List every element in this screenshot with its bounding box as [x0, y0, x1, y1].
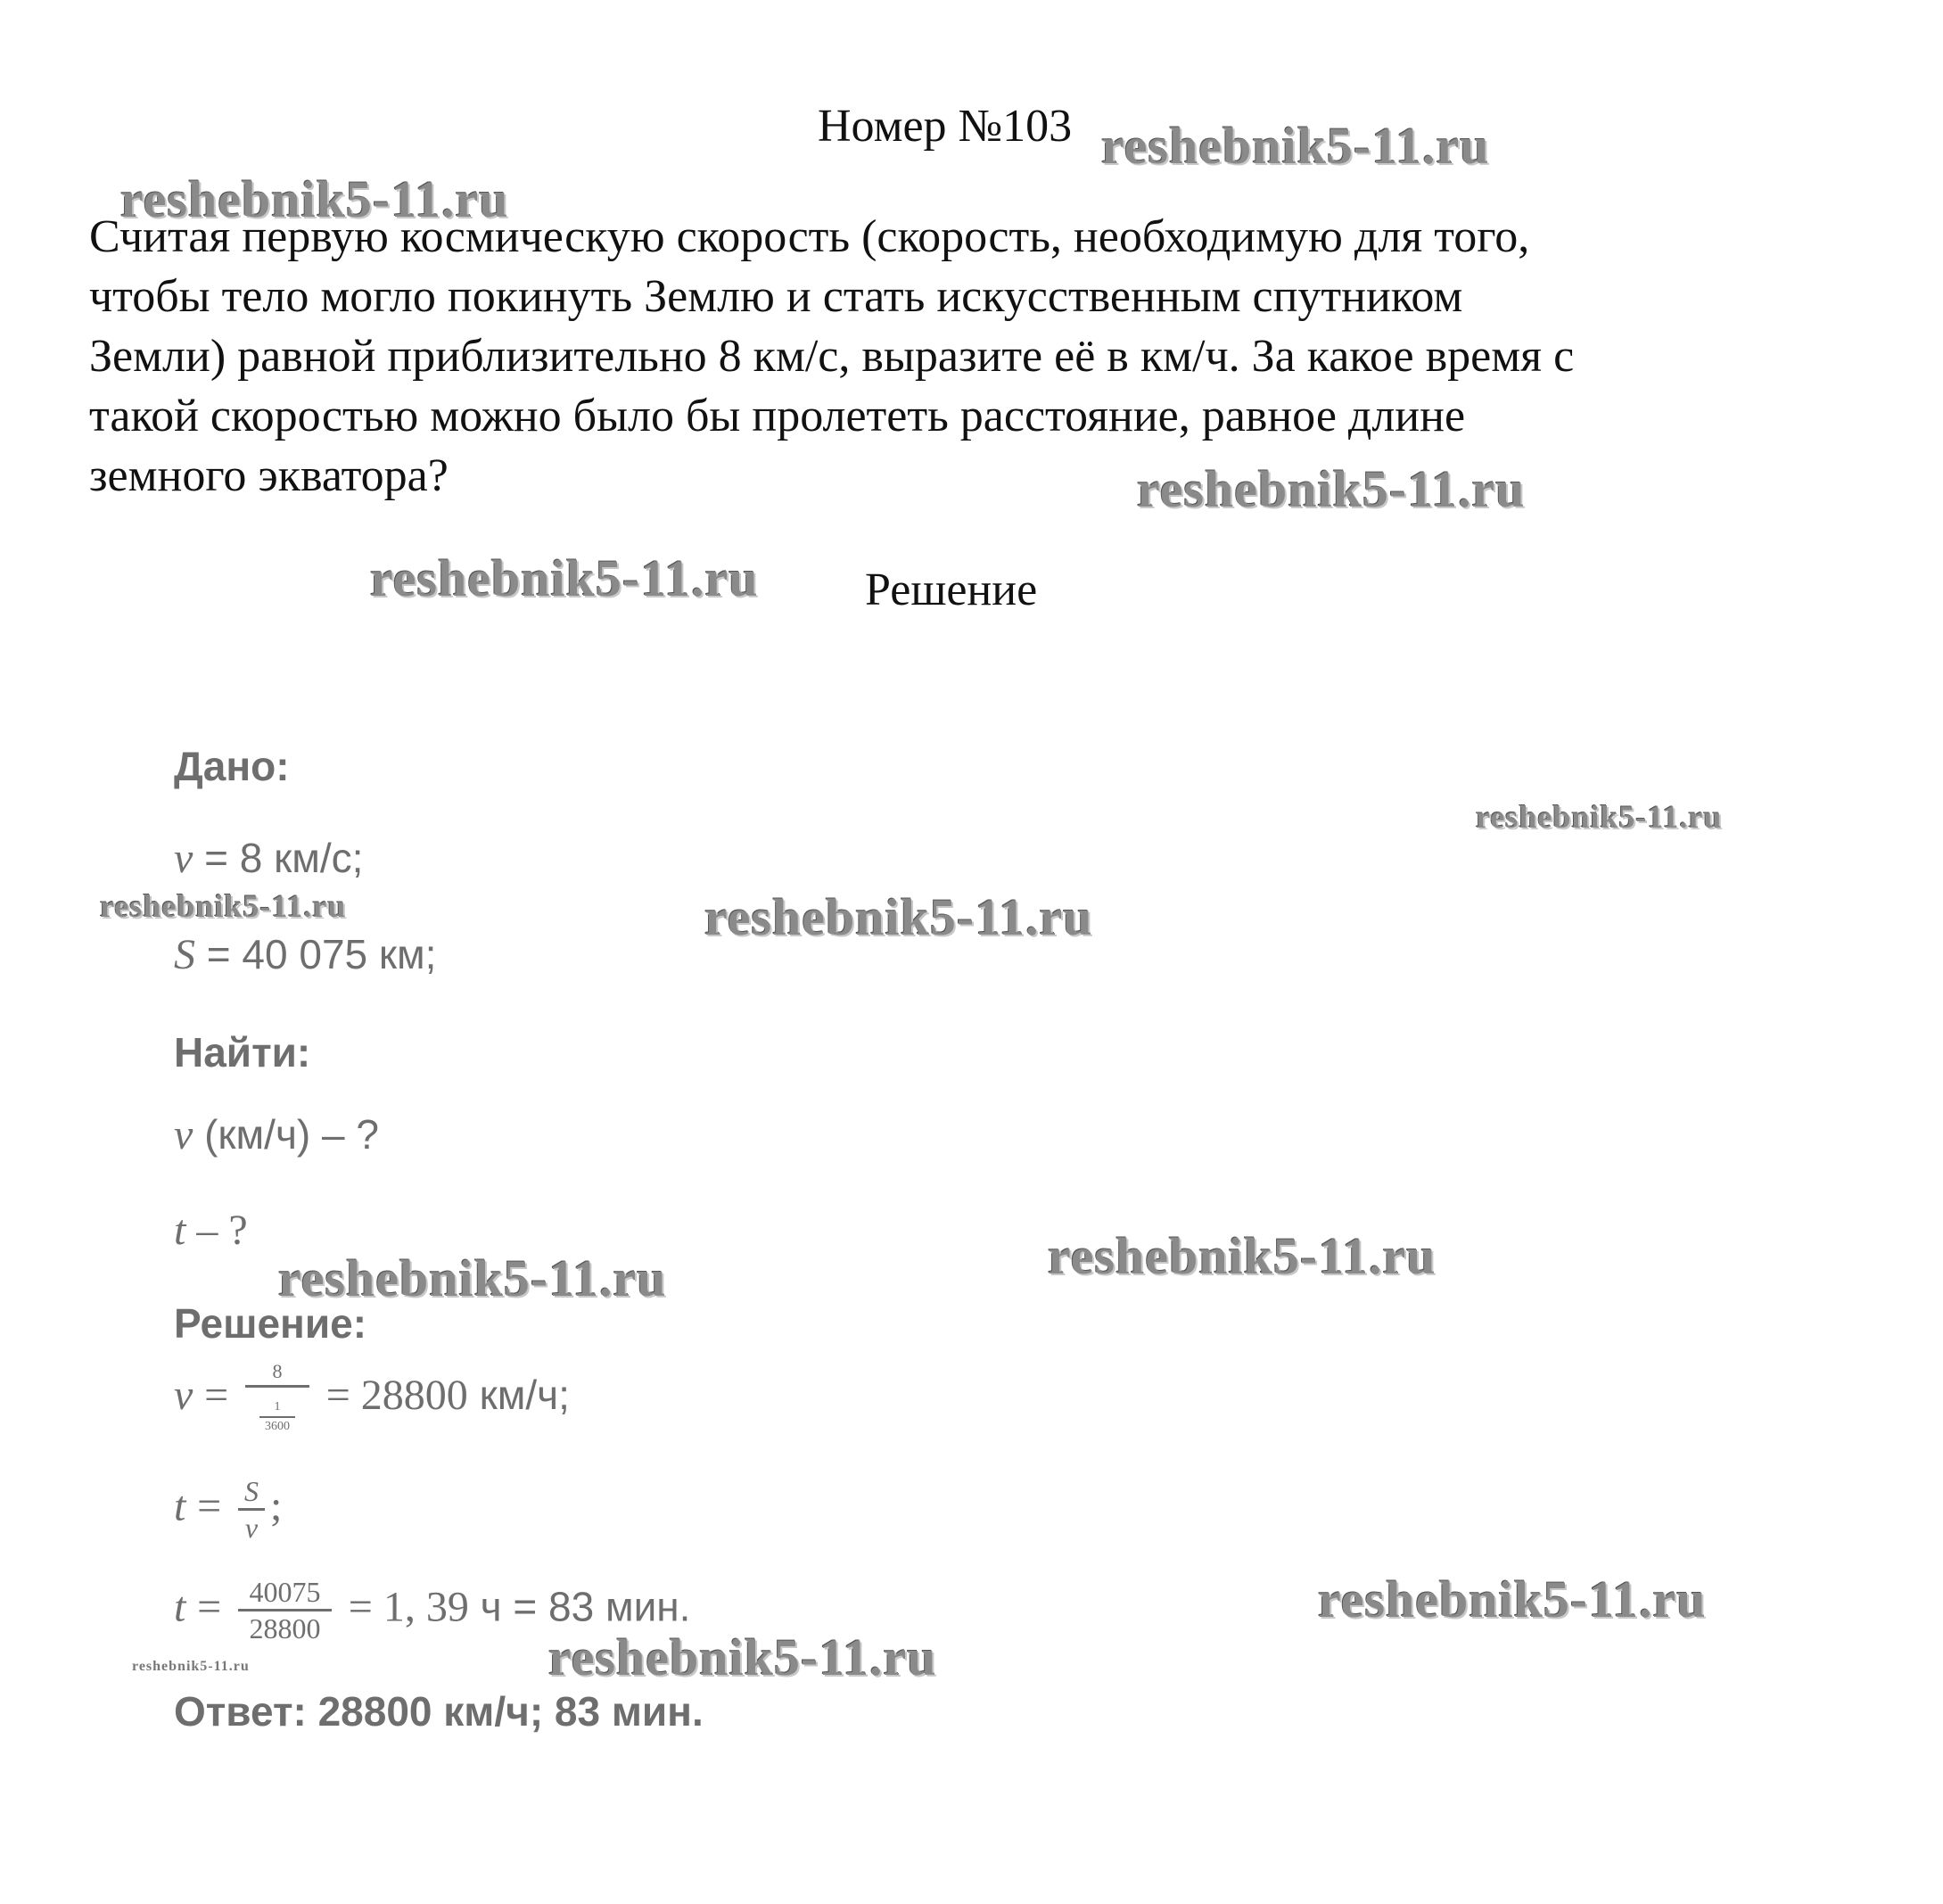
eq1-numerator: 8 [272, 1360, 283, 1382]
eq3-numerator: 40075 [249, 1576, 321, 1608]
find-time-text: – ? [185, 1207, 248, 1254]
watermark: reshebnik5-11.ru [1101, 117, 1490, 175]
velocity-symbol: v [174, 835, 193, 882]
solution-label: Решение: [174, 1300, 367, 1347]
given-velocity [174, 834, 363, 883]
watermark: reshebnik5-11.ru [132, 1659, 250, 1674]
equation-velocity [174, 1360, 570, 1437]
watermark: reshebnik5-11.ru [548, 1628, 937, 1686]
eq3-var: t [174, 1583, 186, 1631]
eq1-den-numerator: 1 [274, 1400, 281, 1414]
watermark: reshebnik5-11.ru [370, 549, 759, 607]
watermark: reshebnik5-11.ru [120, 170, 509, 228]
eq1-equals: = [204, 1372, 229, 1420]
problem-line: такой скоростью можно было бы пролететь расстояние, равное длине [89, 391, 1466, 441]
find-time [174, 1206, 248, 1255]
eq3-result: = 1, 39 [348, 1583, 469, 1631]
eq2-fraction [238, 1476, 265, 1543]
watermark: reshebnik5-11.ru [1137, 460, 1526, 518]
watermark: reshebnik5-11.ru [1048, 1227, 1437, 1285]
eq1-fraction [245, 1360, 309, 1437]
eq1-unit: км/ч; [467, 1372, 570, 1419]
given-label: Дано: [174, 743, 290, 789]
eq3-unit: ч = 83 мин. [468, 1583, 691, 1630]
watermark: reshebnik5-11.ru [1476, 799, 1723, 835]
eq2-denominator: v [244, 1512, 259, 1544]
solution-heading: Решение [865, 565, 1038, 615]
page-title: Номер №103 [818, 101, 1073, 152]
watermark: reshebnik5-11.ru [278, 1249, 667, 1307]
eq1-var: v [174, 1372, 193, 1420]
problem-line: земного экватора? [89, 450, 449, 501]
velocity-symbol: v [174, 1111, 193, 1158]
problem-line: Считая первую космическую скорость (скорость, необходимую для того, [89, 211, 1530, 262]
eq3-equals: = [197, 1583, 222, 1631]
equation-time-formula [174, 1476, 282, 1543]
given-distance [174, 930, 436, 979]
find-velocity [174, 1110, 379, 1159]
problem-line: Земли) равной приблизительно 8 км/с, выразите её в км/ч. За какое время с [89, 331, 1575, 382]
eq3-fraction [238, 1577, 332, 1644]
eq2-var: t [174, 1482, 186, 1530]
eq2-tail: ; [269, 1482, 283, 1530]
distance-value: = 40 075 км; [195, 931, 437, 977]
eq1-denominator [245, 1389, 309, 1437]
eq3-denominator: 28800 [249, 1612, 321, 1644]
watermark: reshebnik5-11.ru [704, 888, 1093, 946]
distance-symbol: S [174, 931, 195, 978]
find-label: Найти: [174, 1029, 311, 1076]
time-symbol: t [174, 1207, 186, 1254]
watermark: reshebnik5-11.ru [1318, 1570, 1707, 1628]
eq1-result: = 28800 [325, 1372, 468, 1420]
eq1-den-denominator: 3600 [264, 1420, 290, 1434]
velocity-value: = 8 км/с; [193, 835, 364, 881]
answer: Ответ: 28800 км/ч; 83 мин. [174, 1688, 704, 1735]
problem-statement [89, 207, 1873, 506]
eq2-equals: = [197, 1482, 222, 1530]
eq2-numerator: S [243, 1475, 259, 1507]
find-velocity-text: (км/ч) – ? [193, 1111, 379, 1158]
problem-line: чтобы тело могло покинуть Землю и стать искусственным спутником [89, 271, 1463, 322]
watermark: reshebnik5-11.ru [100, 888, 347, 924]
